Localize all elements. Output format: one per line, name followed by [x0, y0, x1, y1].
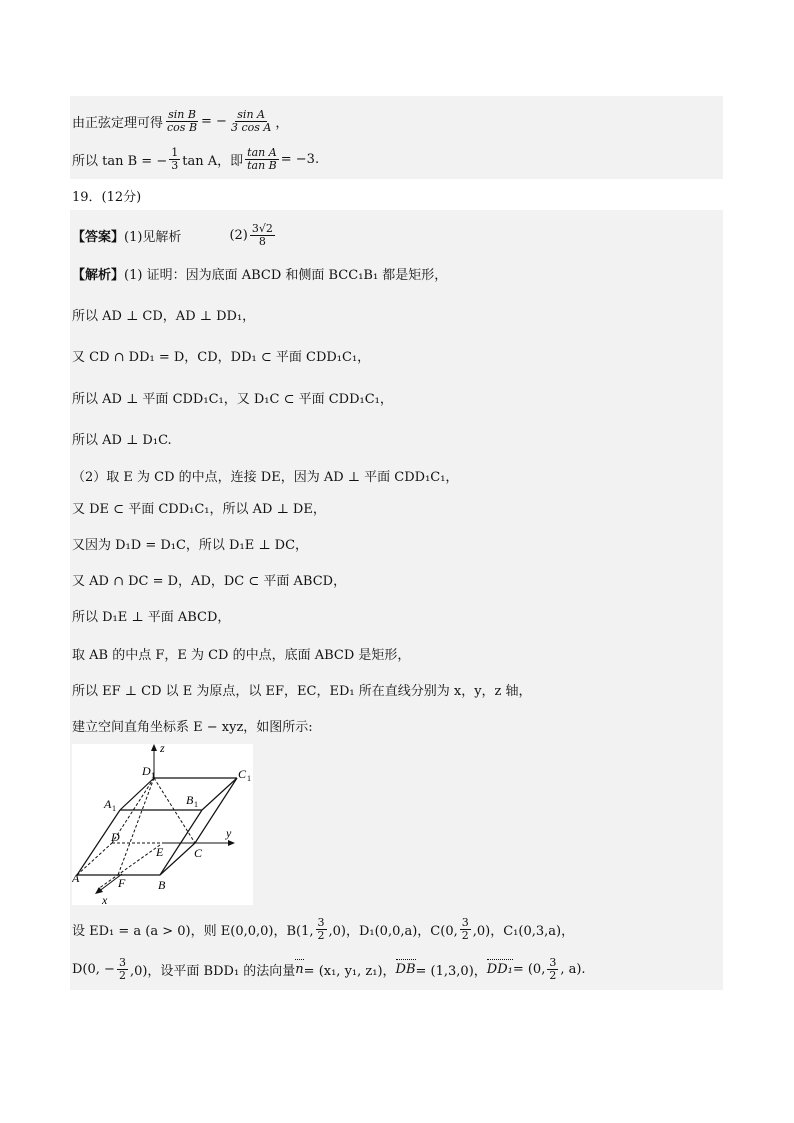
proof-line: 又 DE ⊂ 平面 CDD₁C₁，所以 AD ⊥ DE， [72, 501, 326, 517]
text: 所以 tan B = − [72, 153, 168, 169]
proof-line: 所以 AD ⊥ CD，AD ⊥ DD₁， [72, 308, 256, 324]
label-C1: C [238, 767, 247, 781]
text: D(0, − [72, 961, 115, 977]
label-sub: 1 [194, 800, 198, 809]
label-sub: 1 [112, 804, 116, 813]
text: tan A，即 [182, 153, 244, 169]
denominator: 8 [258, 234, 266, 248]
answer-part-1: (1)见解析 [124, 229, 182, 245]
proof-line: 又因为 D₁D = D₁C，所以 D₁E ⊥ DC， [72, 537, 309, 553]
text: ， [275, 115, 289, 131]
equation-line [72, 106, 288, 136]
equation-line [72, 144, 319, 174]
text: (1) 证明：因为底面 ABCD 和侧面 BCC₁B₁ 都是矩形， [124, 267, 448, 283]
text: = (0, [512, 961, 546, 977]
question-header: 19．(12分) [72, 189, 142, 205]
denominator: tan B [247, 158, 277, 172]
proof-line: 建立空间直角坐标系 E − xyz，如图所示: [72, 719, 313, 735]
text: ,0)，设平面 BDD₁ 的法向量 [129, 963, 296, 979]
edge-D1F [118, 778, 154, 875]
proof-line: （2）取 E 为 CD 的中点，连接 DE，因为 AD ⊥ 平面 CDD₁C₁， [72, 469, 459, 485]
normal-vector: n [295, 961, 304, 977]
proof-line: 又 CD ∩ DD₁ = D，CD，DD₁ ⊂ 平面 CDD₁C₁， [72, 349, 371, 365]
answer-line [72, 218, 277, 252]
z-arrow-icon [151, 744, 157, 751]
text: 由正弦定理可得 [72, 115, 164, 131]
proof-line: 取 AB 的中点 F，E 为 CD 的中点，底面 ABCD 是矩形， [72, 647, 411, 663]
numerator: sin B [168, 107, 196, 121]
label-F: F [118, 876, 126, 890]
numerator: tan A [247, 145, 277, 159]
proof-line: 所以 D₁E ⊥ 平面 ABCD， [72, 609, 231, 625]
numerator: 3 [317, 915, 325, 929]
proof-line: 所以 EF ⊥ CD 以 E 为原点，以 EF，EC，ED₁ 所在直线分别为 x，y，z 轴， [72, 683, 532, 699]
x-axis [98, 845, 160, 889]
geometry-figure [72, 744, 253, 905]
denominator: cos B [167, 120, 198, 134]
text: 设 ED₁ = a (a > 0)，则 E(0,0,0)，B(1, [72, 923, 314, 939]
text: ,0)，C₁(0,3,a)， [472, 923, 575, 939]
coord-line [72, 912, 574, 946]
label-sub: 1 [151, 771, 155, 780]
proof-line: 所以 AD ⊥ 平面 CDD₁C₁，又 D₁C ⊂ 平面 CDD₁C₁， [72, 391, 393, 407]
denominator: 3 cos A [230, 120, 272, 134]
analysis-line [72, 262, 447, 284]
label-B1: B [186, 793, 194, 807]
fraction [245, 147, 279, 172]
numerator: 3 [549, 955, 557, 969]
fraction [547, 957, 558, 982]
coord-line [72, 952, 586, 986]
text: , a). [560, 961, 586, 977]
denominator: 2 [118, 968, 126, 982]
fraction [250, 223, 275, 248]
denominator: 2 [317, 928, 325, 942]
denominator: 3 [171, 158, 179, 172]
proof-line: 又 AD ∩ DC = D，AD，DC ⊂ 平面 ABCD， [72, 573, 347, 589]
label-y: y [226, 826, 232, 840]
prism-diagram [72, 744, 253, 905]
label-A1: A [104, 797, 112, 811]
y-arrow-icon [228, 840, 235, 846]
label-A: A [72, 871, 80, 885]
text: = −3. [280, 151, 320, 167]
answer-part-2: (2) [229, 227, 248, 243]
text: = (x₁, y₁, z₁)， [303, 963, 396, 979]
label-z: z [160, 744, 165, 755]
numerator: sin A [237, 107, 265, 121]
numerator: 1 [171, 145, 179, 159]
analysis-label: 【解析】 [72, 267, 125, 283]
fraction [316, 917, 327, 942]
fraction [460, 917, 471, 942]
text: = (1,3,0)， [415, 963, 487, 979]
denominator: 2 [461, 928, 469, 942]
vector-DB: DB [395, 961, 416, 977]
fraction [165, 109, 199, 134]
numerator: 3 [118, 955, 126, 969]
proof-line: 所以 AD ⊥ D₁C. [72, 432, 172, 448]
answer-label: 【答案】 [72, 229, 125, 245]
label-x: x [102, 893, 108, 905]
label-C: C [194, 846, 203, 860]
fraction [117, 957, 128, 982]
label-B: B [158, 878, 166, 892]
numerator: 3√2 [251, 221, 273, 235]
numerator: 3 [461, 915, 469, 929]
label-D1: D [142, 764, 151, 778]
text: = − [201, 113, 227, 129]
fraction [169, 147, 180, 172]
label-sub: 1 [247, 774, 251, 783]
vector-DD1: DD₁ [486, 961, 513, 977]
text: ,0)，D₁(0,0,a)，C(0, [328, 923, 458, 939]
label-D: D [111, 830, 120, 844]
fraction [229, 109, 273, 134]
label-E: E [156, 845, 164, 859]
denominator: 2 [549, 968, 557, 982]
